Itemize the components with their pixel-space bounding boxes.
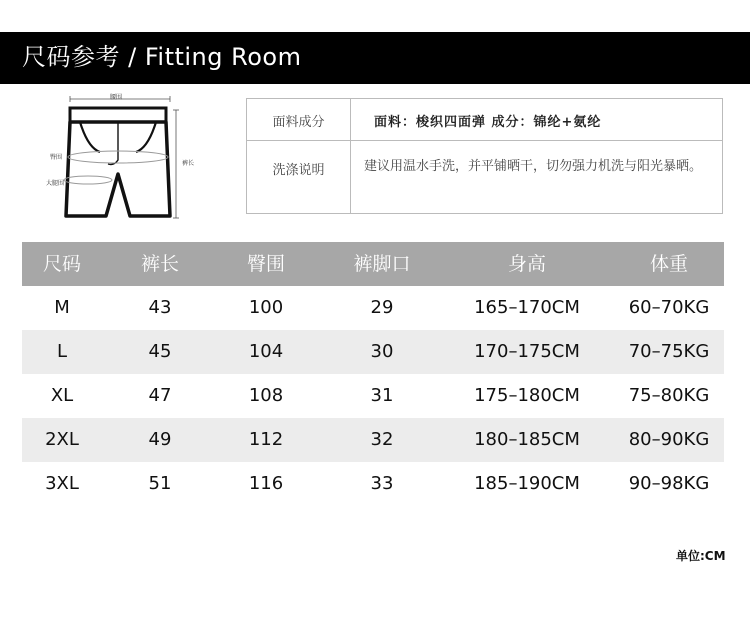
height-cell: 185–190CM <box>474 473 580 494</box>
header-weight: 体重 <box>649 253 688 275</box>
shorts-measurement-diagram <box>36 90 206 230</box>
wash-row <box>247 141 722 213</box>
size-cell: 2XL <box>45 429 79 450</box>
length-cell: 43 <box>148 297 172 318</box>
fabric-row <box>247 99 722 141</box>
fabric-value: 面料：梭织四面弹 成分：锦纶+氨纶 <box>374 115 602 130</box>
table-row <box>22 418 724 462</box>
header-size: 尺码 <box>42 253 81 275</box>
size-cell: M <box>54 297 70 318</box>
header-length: 裤长 <box>140 253 179 275</box>
size-cell: L <box>56 341 68 362</box>
title-bar <box>0 32 750 84</box>
header-height: 身高 <box>507 253 546 275</box>
leg-opening-cell: 33 <box>370 473 394 494</box>
hip-cell: 116 <box>248 473 284 494</box>
weight-cell: 60–70KG <box>628 297 710 318</box>
weight-cell: 90–98KG <box>628 473 710 494</box>
size-cell: 3XL <box>45 473 79 494</box>
size-cell: XL <box>50 385 74 406</box>
page-title: 尺码参考 / Fitting Room <box>22 43 302 71</box>
unit-note: 单位:CM <box>676 549 726 563</box>
weight-cell: 70–75KG <box>628 341 710 362</box>
fabric-info-table <box>246 98 723 214</box>
length-cell: 45 <box>148 341 172 362</box>
leg-opening-cell: 29 <box>370 297 394 318</box>
length-cell: 47 <box>148 385 172 406</box>
height-cell: 175–180CM <box>474 385 580 406</box>
header-leg-opening: 裤脚口 <box>353 253 411 275</box>
hip-cell: 108 <box>248 385 284 406</box>
length-cell: 49 <box>148 429 172 450</box>
height-cell: 170–175CM <box>474 341 580 362</box>
height-cell: 165–170CM <box>474 297 580 318</box>
table-row <box>22 374 724 418</box>
wash-value: 建议用温水手洗，并平铺晒干，切勿强力机洗与阳光暴晒。 <box>364 159 703 174</box>
hip-cell: 112 <box>248 429 284 450</box>
header-hip: 臀围 <box>246 253 285 275</box>
hip-cell: 104 <box>248 341 284 362</box>
table-row <box>22 462 724 506</box>
table-row <box>22 286 724 330</box>
length-label: 裤长 <box>182 160 195 167</box>
table-row <box>22 330 724 374</box>
thigh-label: 大腿围 <box>46 180 65 187</box>
length-cell: 51 <box>148 473 172 494</box>
leg-opening-cell: 31 <box>370 385 394 406</box>
leg-opening-cell: 32 <box>370 429 394 450</box>
wash-label: 洗涤说明 <box>272 163 325 178</box>
hip-cell: 100 <box>248 297 284 318</box>
fabric-label: 面料成分 <box>272 115 325 130</box>
weight-cell: 75–80KG <box>628 385 710 406</box>
hip-label: 臀围 <box>50 154 63 161</box>
table-header-row <box>22 242 724 286</box>
leg-opening-cell: 30 <box>370 341 394 362</box>
waist-label: 腰围 <box>110 94 123 101</box>
weight-cell: 80–90KG <box>628 429 710 450</box>
height-cell: 180–185CM <box>474 429 580 450</box>
